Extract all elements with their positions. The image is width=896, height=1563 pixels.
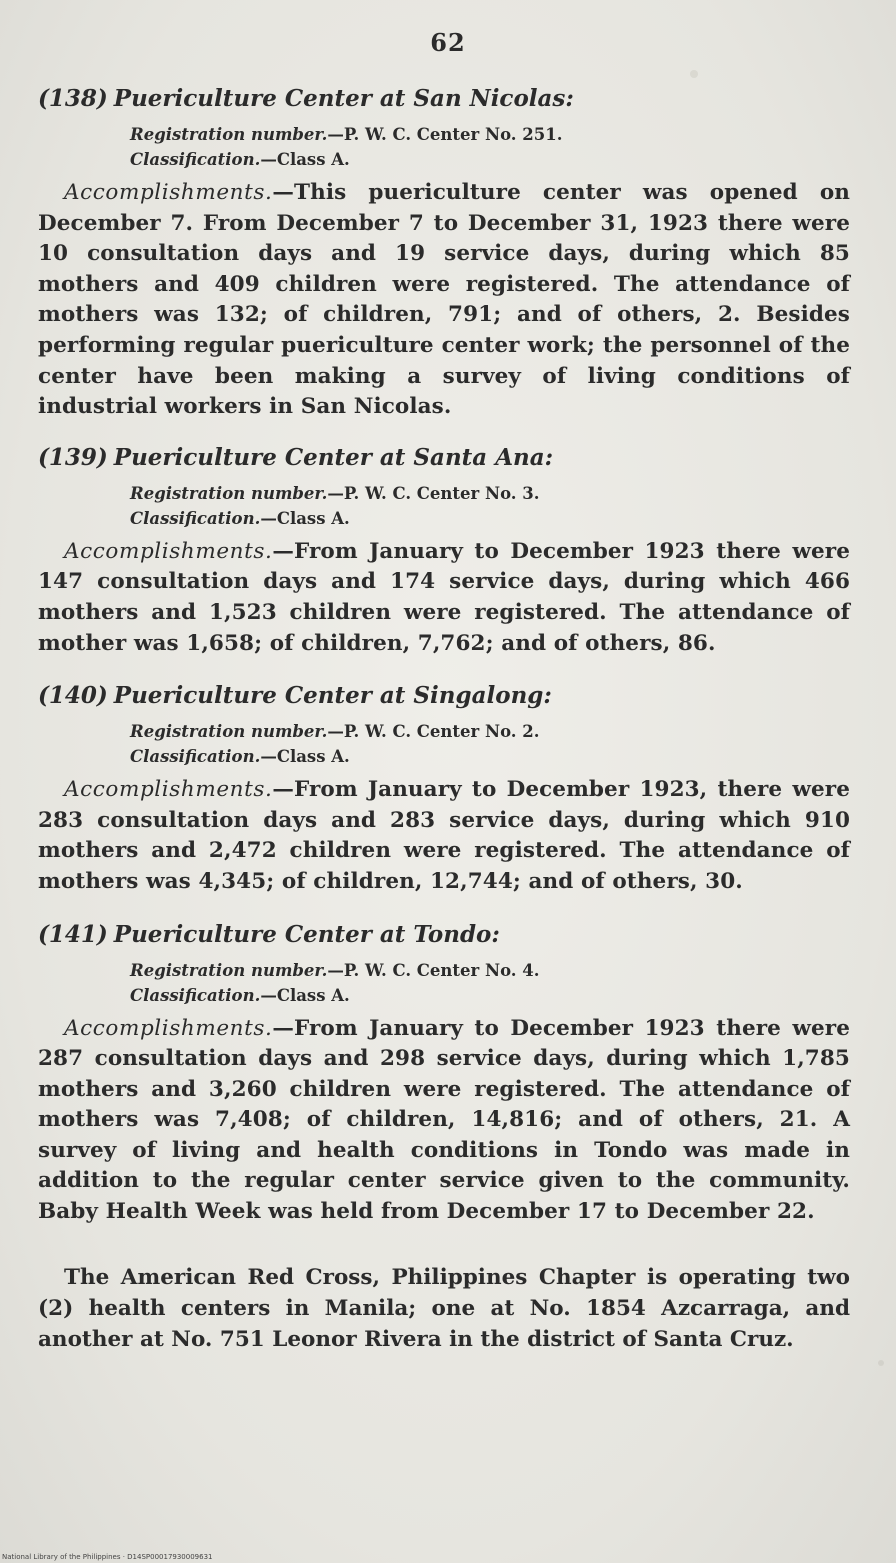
- paper-smudge: [878, 1360, 884, 1366]
- registration-label: Registration number.: [130, 125, 328, 144]
- registration-line: [130, 122, 850, 147]
- classification-label: Classification.: [130, 150, 261, 169]
- section-138: [38, 82, 850, 423]
- accomplishments-paragraph: [38, 537, 850, 659]
- classification-value: —Class A.: [260, 150, 350, 169]
- accomplishments-text: —From January to December 1923 there were 287 consultation days and 298 service days, during which 1,785 mothers and 3,260 children were registered. The attendance of mothers was 7,408; of children, 14,816; and of others, 21. A survey of living and health conditions in Tondo was made in addition to the regular center service given to the community. Baby Health Week was held from December 17 to December 22.: [38, 1015, 850, 1225]
- classification-label: Classification.: [130, 985, 261, 1005]
- registration-value: —P. W. C. Center No. 2.: [327, 722, 540, 742]
- classification-line: [130, 744, 850, 769]
- accomplishments-paragraph: [38, 178, 850, 423]
- section-title: Puericulture Center at Singalong:: [113, 682, 552, 710]
- classification-line: [130, 506, 850, 531]
- section-title: Puericulture Center at San Nicolas:: [113, 85, 574, 112]
- section-title: Puericulture Center at Santa Ana:: [113, 443, 554, 471]
- section-140: [38, 679, 850, 897]
- section-139: [38, 441, 850, 659]
- classification-value: —Class A.: [260, 508, 350, 528]
- accomplishments-paragraph: [38, 775, 850, 897]
- page-number: 62: [430, 28, 466, 57]
- accomplishments-label: Accomplishments.: [64, 1015, 273, 1041]
- section-141: [38, 918, 850, 1228]
- classification-line: [130, 983, 850, 1008]
- classification-label: Classification.: [130, 508, 261, 528]
- classification-value: —Class A.: [260, 747, 350, 767]
- registration-value: —P. W. C. Center No. 251.: [327, 125, 563, 144]
- section-number: (139): [38, 443, 108, 471]
- section-number: (141): [38, 920, 108, 948]
- classification-line: [130, 147, 850, 172]
- registration-line: [130, 719, 850, 744]
- registration-value: —P. W. C. Center No. 3.: [327, 483, 540, 503]
- section-heading: [38, 918, 850, 952]
- section-number: (140): [38, 682, 108, 710]
- paper-smudge: [690, 70, 698, 78]
- accomplishments-text: —From January to December 1923, there were 283 consultation days and 283 service days, during which 910 mothers and 2,472 children were registered. The attendance of mothers was 4,345; of children, 12,744; and of others, 30.: [38, 777, 850, 894]
- accomplishments-text: —This puericulture center was opened on December 7. From December 7 to December 31, 1923 there were 10 consultation days and 19 service days, during which 85 mothers and 409 children were registered. The attendance of mothers was 132; of children, 791; and of others, 2. Besides performing regular puericulture center work; the personnel of the center have been making a survey of living conditions of industrial workers in San Nicolas.: [38, 180, 850, 420]
- section-heading: [38, 679, 850, 713]
- section-heading: [38, 441, 850, 475]
- registration-line: [130, 481, 850, 506]
- section-title: Puericulture Center at Tondo:: [113, 920, 500, 948]
- accomplishments-paragraph: [38, 1014, 850, 1228]
- registration-label: Registration number.: [130, 722, 328, 742]
- classification-label: Classification.: [130, 747, 261, 767]
- registration-label: Registration number.: [130, 483, 328, 503]
- accomplishments-text: —From January to December 1923 there were 147 consultation days and 174 service days, during which 466 mothers and 1,523 children were registered. The attendance of mother was 1,658; of children, 7,762; and of others, 86.: [38, 538, 850, 656]
- registration-line: [130, 958, 850, 983]
- section-number: (138): [38, 85, 108, 112]
- section-heading: [38, 82, 850, 116]
- registration-value: —P. W. C. Center No. 4.: [327, 960, 540, 980]
- archive-footer: National Library of the Philippines · D14SP00017930009631: [2, 1553, 213, 1561]
- accomplishments-label: Accomplishments.: [64, 180, 273, 205]
- closing-paragraph: The American Red Cross, Philippines Chapter is operating two (2) health centers in Manila; one at No. 1854 Azcarraga, and another at No. 751 Leonor Rivera in the district of Santa Cruz.: [38, 1264, 850, 1352]
- page-content: [38, 82, 850, 1355]
- accomplishments-label: Accomplishments.: [64, 777, 273, 803]
- accomplishments-label: Accomplishments.: [64, 538, 273, 564]
- classification-value: —Class A.: [260, 985, 350, 1005]
- registration-label: Registration number.: [130, 960, 328, 980]
